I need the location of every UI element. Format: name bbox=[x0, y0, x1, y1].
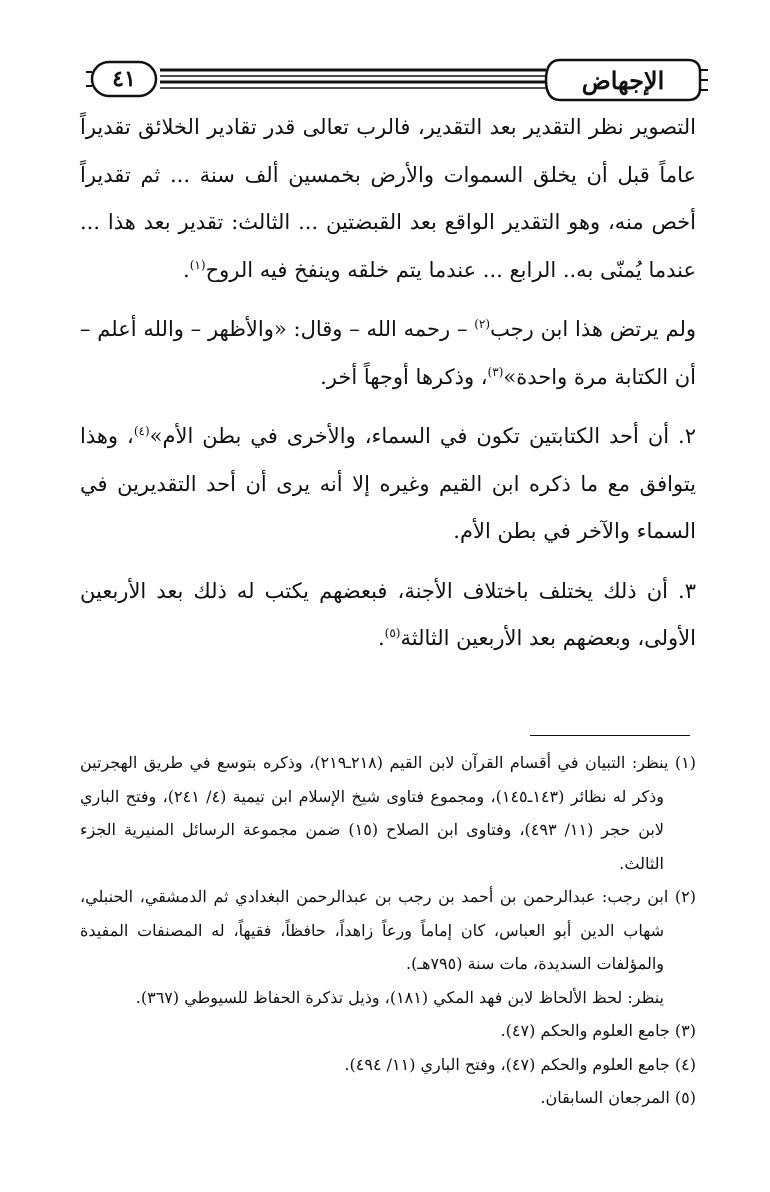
paragraph-3-text-b: ، وهذا يتوافق مع ما ذكره ابن القيم وغيره إلا أنه يرى أن أحد التقديرين في السماء والآخر في بطن الأم. bbox=[80, 424, 696, 543]
footnote-1: (١) ينظر: التبيان في أقسام القرآن لابن القيم (٢١٨ـ٢١٩)، وذكره بتوسع في طريق الهجرتين وذكر له نظائر (١٤٣ـ١٤٥)، ومجموع فتاوى شيخ الإسلام ابن تيمية (٤/ ٢٤١)، وفتح الباري لابن حجر (١١/ ٤٩٣)، وفتاوى ابن الصلاح (١٥) ضمن مجموعة الرسائل المنيرية الجزء الثالث. bbox=[80, 753, 697, 873]
paragraph-2-text-c: ، وذكرها أوجهاً أخر. bbox=[320, 364, 488, 389]
period: . bbox=[377, 626, 385, 650]
footnote-ref-2: (٢) bbox=[474, 317, 491, 331]
paragraph-4 bbox=[80, 568, 696, 663]
footnotes bbox=[80, 746, 696, 1115]
footnote-5: (٥) المرجعان السابقان. bbox=[540, 1088, 696, 1107]
footnote-3: (٣) جامع العلوم والحكم (٤٧). bbox=[500, 1021, 696, 1040]
page-header bbox=[0, 0, 770, 110]
paragraph-2-text-b: – رحمه الله – وقال: «والأظهر – والله أعلم – أن الكتابة مرة واحدة» bbox=[80, 317, 696, 389]
main-text bbox=[80, 104, 696, 663]
paragraph-2 bbox=[80, 306, 696, 401]
paragraph-4-text: ٣. أن ذلك يختلف باختلاف الأجنة، فبعضهم يكتب له ذلك بعد الأربعين الأولى، وبعضهم بعد الأربعين الثالثة bbox=[80, 578, 696, 650]
footnote-separator bbox=[530, 735, 690, 736]
footnote-2: (٢) ابن رجب: عبدالرحمن بن أحمد بن رجب بن عبدالرحمن البغدادي ثم الدمشقي، الحنبلي، شهاب الدين أبو العباس، كان إماماً ورعاً زاهداً، حافظاً، فقيهاً، له المصنفات المفيدة والمؤلفات السديدة، مات سنة (٧٩٥هـ). bbox=[80, 887, 696, 973]
paragraph-3 bbox=[80, 413, 696, 556]
chapter-title: الإجهاض bbox=[581, 65, 665, 95]
footnote-2-reference: ينظر: لحظ الألحاظ لابن فهد المكي (١٨١)، وذيل تذكرة الحفاظ للسيوطي (٣٦٧). bbox=[135, 987, 664, 1007]
paragraph-2-text-a: ولم يرتض هذا ابن رجب bbox=[490, 317, 696, 341]
footnote-4: (٤) جامع العلوم والحكم (٤٧)، وفتح الباري (١١/ ٤٩٤). bbox=[344, 1054, 696, 1074]
footnote-ref-3: (٣) bbox=[487, 364, 504, 379]
page-number: ٤١ bbox=[112, 66, 136, 92]
footnote-ref-4: (٤) bbox=[133, 424, 150, 438]
paragraph-1 bbox=[80, 104, 696, 294]
paragraph-1-text: التصوير نظر التقدير بعد التقدير، فالرب تعالى قدر تقادير الخلائق تقديراً عاماً قبل أن يخلق السموات والأرض بخمسين ألف سنة ... ثم تقديراً أخص منه، وهو التقدير الواقع بعد القبضتين ... الثالث: تقدير بعد هذا ... عندما يُمنّى به.. الرابع ... عندما يتم خلقه وينفخ فيه الروح bbox=[80, 115, 696, 282]
footnote-ref-1: (١) bbox=[189, 257, 206, 272]
footnote-ref-5: (٥) bbox=[384, 626, 401, 640]
period: . bbox=[183, 257, 190, 282]
paragraph-3-text-a: ٢. أن أحد الكتابتين تكون في السماء، والأخرى في بطن الأم» bbox=[149, 424, 696, 448]
